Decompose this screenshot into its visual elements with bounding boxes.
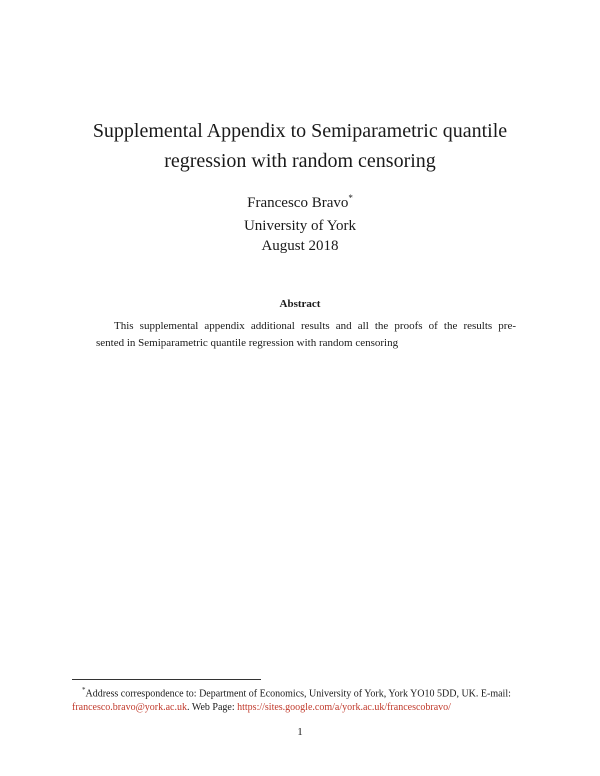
web-page-link[interactable]: https://sites.google.com/a/york.ac.uk/francescobravo/ bbox=[237, 702, 451, 714]
email-link[interactable]: francesco.bravo@york.ac.uk bbox=[72, 702, 187, 714]
author-name-line bbox=[100, 187, 500, 215]
abstract-body bbox=[96, 318, 516, 352]
footnote-line-2 bbox=[72, 701, 550, 715]
paper-date: August 2018 bbox=[261, 238, 339, 254]
page-number: 1 bbox=[297, 726, 303, 738]
title-line-1: Supplemental Appendix to Semiparametric quantile bbox=[92, 120, 508, 142]
paper-title bbox=[60, 116, 540, 176]
web-page-label: . Web Page: bbox=[187, 702, 238, 714]
author-name: Francesco Bravo bbox=[247, 195, 349, 211]
abstract-heading: Abstract bbox=[279, 298, 321, 310]
footnote-mark: * bbox=[82, 686, 86, 694]
abstract-line-1: This supplemental appendix additional results and all the proofs of the results pre- bbox=[114, 320, 516, 332]
author-block bbox=[100, 187, 500, 238]
author-footnote-mark: * bbox=[348, 193, 353, 203]
footnote-address: Address correspondence to: Department of Economics, University of York, York YO10 5DD, UK. E-mail: bbox=[85, 688, 511, 700]
footnote bbox=[72, 683, 550, 715]
footnote-line-1 bbox=[72, 683, 550, 701]
author-affiliation: University of York bbox=[243, 218, 357, 234]
abstract-line-2: sented in Semiparametric quantile regression with random censoring bbox=[96, 337, 399, 349]
title-line-2: regression with random censoring bbox=[164, 150, 436, 172]
footnote-divider bbox=[72, 679, 261, 680]
